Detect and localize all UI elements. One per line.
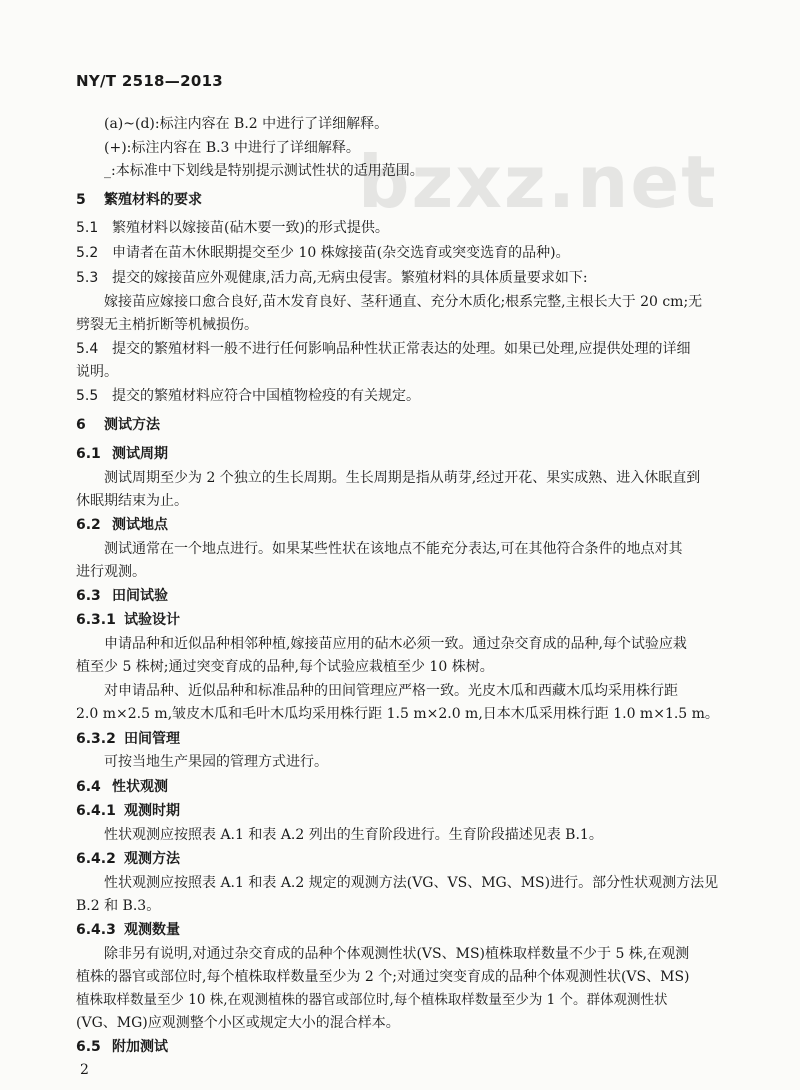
clause-text: 劈裂无主梢折断等机械损伤。 (76, 317, 258, 333)
clause-number: 6.3 (76, 588, 101, 604)
clause-number: 6.3.1 (76, 612, 116, 628)
clause-text: 除非另有说明,对通过杂交育成的品种个体观测性状(VS、MS)植株取样数量不少于 5 株,在观测 (104, 946, 690, 962)
page-number: 2 (80, 1062, 89, 1078)
clause-text: 对申请品种、近似品种和标准品种的田间管理应严格一致。光皮木瓜和西藏木瓜均采用株行距 (104, 683, 678, 699)
clause-title: 观测时期 (124, 803, 180, 819)
clause-number: 5.1 (76, 220, 99, 236)
section-title: 繁殖材料的要求 (104, 192, 202, 208)
clause-text: 申请者在苗木休眠期提交至少 10 株嫁接苗(杂交选育或突变选育的品种)。 (112, 245, 570, 261)
clause-number: 6.4.3 (76, 922, 116, 938)
section-number: 5 (76, 192, 86, 208)
clause-text: 提交的嫁接苗应外观健康,活力高,无病虫侵害。繁殖材料的具体质量要求如下: (112, 270, 588, 286)
clause-text: 嫁接苗应嫁接口愈合良好,苗木发育良好、茎秆通直、充分木质化;根系完整,主根长大于 20 cm;无 (104, 294, 703, 310)
clause-number: 6.2 (76, 517, 101, 533)
clause-title: 性状观测 (112, 779, 168, 795)
clause-text: 测试周期至少为 2 个独立的生长周期。生长周期是指从萌芽,经过开花、果实成熟、进入休眠直到 (104, 470, 701, 486)
clause-title: 附加测试 (112, 1039, 168, 1055)
clause-text: 进行观测。 (76, 564, 146, 580)
clause-text: 性状观测应按照表 A.1 和表 A.2 规定的观测方法(VG、VS、MG、MS)进行。部分性状观测方法见 (104, 875, 719, 891)
clause-text: 休眠期结束为止。 (76, 493, 188, 509)
clause-text: B.2 和 B.3。 (76, 898, 161, 914)
clause-text: 可按当地生产果园的管理方式进行。 (104, 754, 328, 770)
clause-text: 说明。 (76, 364, 118, 380)
section-title: 测试方法 (104, 417, 160, 433)
standard-code-header: NY/T 2518—2013 (76, 72, 224, 90)
note-line: (a)~(d):标注内容在 B.2 中进行了详细解释。 (104, 116, 389, 132)
clause-text: 2.0 m×2.5 m,皱皮木瓜和毛叶木瓜均采用株行距 1.5 m×2.0 m,日本木瓜采用株行距 1.0 m×1.5 m。 (76, 706, 719, 722)
clause-number: 6.4.1 (76, 803, 116, 819)
clause-number: 5.3 (76, 270, 99, 286)
clause-title: 观测数量 (124, 922, 180, 938)
clause-text: 提交的繁殖材料应符合中国植物检疫的有关规定。 (112, 388, 420, 404)
clause-title: 田间试验 (112, 588, 168, 604)
clause-title: 观测方法 (124, 851, 180, 867)
clause-number: 6.5 (76, 1039, 101, 1055)
clause-text: 植至少 5 株树;通过突变育成的品种,每个试验应栽植至少 10 株树。 (76, 659, 494, 675)
note-line: _:本标准中下划线是特别提示测试性状的适用范围。 (104, 163, 424, 179)
clause-title: 测试地点 (112, 517, 168, 533)
clause-text: 植株的器官或部位时,每个植株取样数量至少为 2 个;对通过突变育成的品种个体观测性状(VS、MS) (76, 969, 690, 985)
clause-text: 植株取样数量至少 10 株,在观测植株的器官或部位时,每个植株取样数量至少为 1 个。群体观测性状 (76, 992, 668, 1008)
watermark: bzxz.net (358, 140, 718, 224)
clause-number: 6.4.2 (76, 851, 116, 867)
clause-title: 测试周期 (112, 446, 168, 462)
clause-number: 6.3.2 (76, 731, 116, 747)
clause-number: 5.2 (76, 245, 99, 261)
clause-number: 6.1 (76, 446, 101, 462)
clause-title: 试验设计 (124, 612, 180, 628)
note-line: (+):标注内容在 B.3 中进行了详细解释。 (104, 140, 360, 156)
clause-text: 测试通常在一个地点进行。如果某些性状在该地点不能充分表达,可在其他符合条件的地点对其 (104, 541, 683, 557)
section-number: 6 (76, 417, 86, 433)
clause-text: 提交的繁殖材料一般不进行任何影响品种性状正常表达的处理。如果已处理,应提供处理的详细 (112, 341, 691, 357)
clause-text: 性状观测应按照表 A.1 和表 A.2 列出的生育阶段进行。生育阶段描述见表 B.1。 (104, 827, 603, 843)
clause-title: 田间管理 (124, 731, 180, 747)
clause-text: 申请品种和近似品种相邻种植,嫁接苗应用的砧木必须一致。通过杂交育成的品种,每个试验应栽 (104, 636, 687, 652)
clause-number: 6.4 (76, 779, 101, 795)
clause-number: 5.5 (76, 388, 99, 404)
clause-text: (VG、MG)应观测整个小区或规定大小的混合样本。 (76, 1015, 400, 1031)
clause-number: 5.4 (76, 341, 99, 357)
clause-text: 繁殖材料以嫁接苗(砧木要一致)的形式提供。 (112, 220, 389, 236)
